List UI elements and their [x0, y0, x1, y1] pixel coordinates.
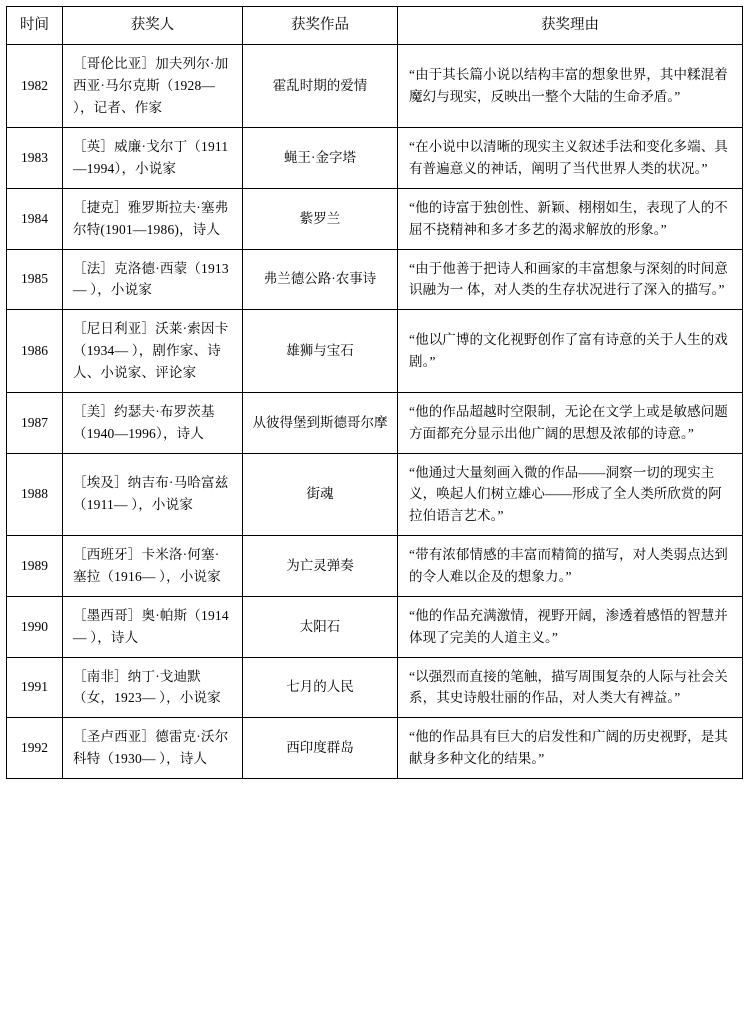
cell-year: 1985	[7, 249, 63, 310]
cell-reason: “由于他善于把诗人和画家的丰富想象与深刻的时间意识融为一 体，对人类的生存状况进行了深入的描写。”	[398, 249, 743, 310]
cell-work: 街魂	[243, 453, 398, 536]
cell-work: 从彼得堡到斯德哥尔摩	[243, 392, 398, 453]
cell-reason: “以强烈而直接的笔触，描写周围复杂的人际与社会关系，其史诗般壮丽的作品，对人类大有裨益。”	[398, 657, 743, 718]
table-row	[7, 188, 743, 249]
table-body	[7, 45, 743, 778]
cell-year: 1984	[7, 188, 63, 249]
cell-work: 西印度群岛	[243, 718, 398, 779]
cell-reason: “他通过大量刻画入微的作品——洞察一切的现实主义，唤起人们树立雄心——形成了全人类所欣赏的阿拉伯语言艺术。”	[398, 453, 743, 536]
table-header-row	[7, 7, 743, 45]
cell-year: 1992	[7, 718, 63, 779]
cell-reason: “他的作品充满激情，视野开阔，渗透着感悟的智慧并体现了完美的人道主义。”	[398, 596, 743, 657]
cell-person: ［捷克］雅罗斯拉夫·塞弗尔特(1901—1986)，诗人	[63, 188, 243, 249]
cell-year: 1987	[7, 392, 63, 453]
cell-work: 紫罗兰	[243, 188, 398, 249]
column-header-year: 时间	[7, 7, 63, 45]
table-row	[7, 657, 743, 718]
table-row	[7, 453, 743, 536]
cell-person: ［法］克洛德·西蒙（1913— ），小说家	[63, 249, 243, 310]
cell-reason: “在小说中以清晰的现实主义叙述手法和变化多端、具有普遍意义的神话，阐明了当代世界人类的状况。”	[398, 128, 743, 189]
cell-work: 雄狮与宝石	[243, 310, 398, 393]
column-header-reason: 获奖理由	[398, 7, 743, 45]
cell-year: 1990	[7, 596, 63, 657]
cell-work: 太阳石	[243, 596, 398, 657]
table-row	[7, 596, 743, 657]
cell-reason: “他的作品超越时空限制，无论在文学上或是敏感问题方面都充分显示出他广阔的思想及浓郁的诗意。”	[398, 392, 743, 453]
cell-reason: “他以广博的文化视野创作了富有诗意的关于人生的戏剧。”	[398, 310, 743, 393]
cell-person: ［尼日利亚］沃莱·索因卡（1934— ），剧作家、诗人、小说家、评论家	[63, 310, 243, 393]
cell-work: 霍乱时期的爱情	[243, 45, 398, 128]
cell-reason: “由于其长篇小说以结构丰富的想象世界，其中糅混着魔幻与现实，反映出一整个大陆的生命矛盾。”	[398, 45, 743, 128]
cell-person: ［美］约瑟夫·布罗茨基（1940—1996），诗人	[63, 392, 243, 453]
table-row	[7, 310, 743, 393]
cell-year: 1982	[7, 45, 63, 128]
cell-year: 1989	[7, 536, 63, 597]
cell-year: 1983	[7, 128, 63, 189]
cell-reason: “带有浓郁情感的丰富而精简的描写，对人类弱点达到的令人难以企及的想象力。”	[398, 536, 743, 597]
column-header-person: 获奖人	[63, 7, 243, 45]
cell-work: 七月的人民	[243, 657, 398, 718]
table-row	[7, 45, 743, 128]
cell-person: ［埃及］纳吉布·马哈富兹（1911— ），小说家	[63, 453, 243, 536]
cell-person: ［哥伦比亚］加夫列尔·加西亚·马尔克斯（1928— ），记者、作家	[63, 45, 243, 128]
nobel-literature-award-table	[6, 6, 743, 779]
cell-person: ［圣卢西亚］德雷克·沃尔科特（1930— ），诗人	[63, 718, 243, 779]
cell-work: 弗兰德公路·农事诗	[243, 249, 398, 310]
cell-year: 1991	[7, 657, 63, 718]
cell-person: ［南非］纳丁·戈迪默（女，1923— ），小说家	[63, 657, 243, 718]
cell-year: 1988	[7, 453, 63, 536]
cell-work: 为亡灵弹奏	[243, 536, 398, 597]
cell-year: 1986	[7, 310, 63, 393]
table-row	[7, 392, 743, 453]
table-row	[7, 128, 743, 189]
cell-person: ［西班牙］卡米洛·何塞·塞拉（1916— ），小说家	[63, 536, 243, 597]
table-row	[7, 718, 743, 779]
cell-work: 蝇王·金字塔	[243, 128, 398, 189]
cell-reason: “他的诗富于独创性、新颖、栩栩如生，表现了人的不屈不挠精神和多才多艺的渴求解放的形象。”	[398, 188, 743, 249]
table-row	[7, 536, 743, 597]
table-row	[7, 249, 743, 310]
cell-person: ［英］威廉·戈尔丁（1911—1994），小说家	[63, 128, 243, 189]
cell-reason: “他的作品具有巨大的启发性和广阔的历史视野，是其献身多种文化的结果。”	[398, 718, 743, 779]
cell-person: ［墨西哥］奥·帕斯（1914— ），诗人	[63, 596, 243, 657]
column-header-work: 获奖作品	[243, 7, 398, 45]
